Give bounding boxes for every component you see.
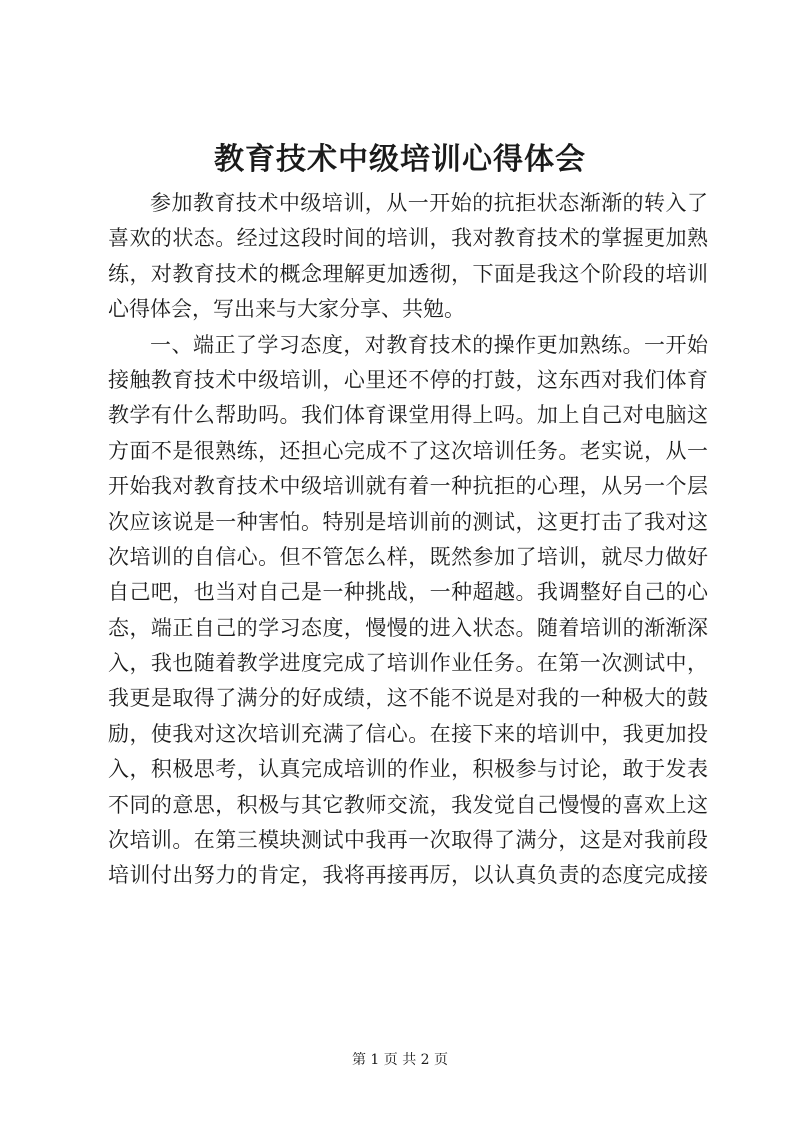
- paragraph-2-line-1: 一、端正了学习态度，对教育技术的操作更加熟练。一开始: [150, 332, 708, 357]
- paragraph-1-line-2: 喜欢的状态。经过这段时间的培训，我对教育技术的掌握更加熟: [108, 226, 708, 251]
- paragraph-2-line-13: 入，积极思考，认真完成培训的作业，积极参与讨论，敢于发表: [108, 757, 708, 782]
- paragraph-2-line-5: 开始我对教育技术中级培训就有着一种抗拒的心理，从另一个层: [108, 474, 708, 499]
- document-body: [108, 186, 708, 894]
- paragraph-2-line-7: 次培训的自信心。但不管怎么样，既然参加了培训，就尽力做好: [108, 544, 708, 569]
- page-footer: 第 1 页 共 2 页: [351, 1052, 449, 1068]
- paragraph-2-line-11: 我更是取得了满分的好成绩，这不能不说是对我的一种极大的鼓: [108, 686, 708, 711]
- paragraph-2-line-10: 入，我也随着教学进度完成了培训作业任务。在第一次测试中，: [108, 651, 708, 676]
- paragraph-2-line-14: 不同的意思，积极与其它教师交流，我发觉自己慢慢的喜欢上这: [108, 792, 708, 817]
- paragraph-2-line-2: 接触教育技术中级培训，心里还不停的打鼓，这东西对我们体育: [108, 367, 708, 392]
- paragraph-2-line-12: 励，使我对这次培训充满了信心。在接下来的培训中，我更加投: [108, 721, 708, 746]
- paragraph-2-line-16: 培训付出努力的肯定，我将再接再厉，以认真负责的态度完成接: [108, 863, 708, 888]
- document-title: 教育技术中级培训心得体会: [214, 142, 586, 177]
- paragraph-2-line-4: 方面不是很熟练，还担心完成不了这次培训任务。老实说，从一: [108, 438, 708, 463]
- paragraph-2-line-15: 次培训。在第三模块测试中我再一次取得了满分，这是对我前段: [108, 828, 708, 853]
- paragraph-2-line-6: 次应该说是一种害怕。特别是培训前的测试，这更打击了我对这: [108, 509, 708, 534]
- paragraph-1-line-3: 练，对教育技术的概念理解更加透彻，下面是我这个阶段的培训: [108, 261, 708, 286]
- paragraph-2-line-8: 自己吧，也当对自己是一种挑战，一种超越。我调整好自己的心: [108, 580, 708, 605]
- paragraph-1-line-4: 心得体会，写出来与大家分享、共勉。: [108, 297, 465, 322]
- paragraph-1-line-1: 参加教育技术中级培训，从一开始的抗拒状态渐渐的转入了: [150, 191, 708, 215]
- paragraph-2-line-3: 教学有什么帮助吗。我们体育课堂用得上吗。加上自己对电脑这: [108, 403, 708, 428]
- paragraph-2-line-9: 态，端正自己的学习态度，慢慢的进入状态。随着培训的渐渐深: [108, 615, 708, 640]
